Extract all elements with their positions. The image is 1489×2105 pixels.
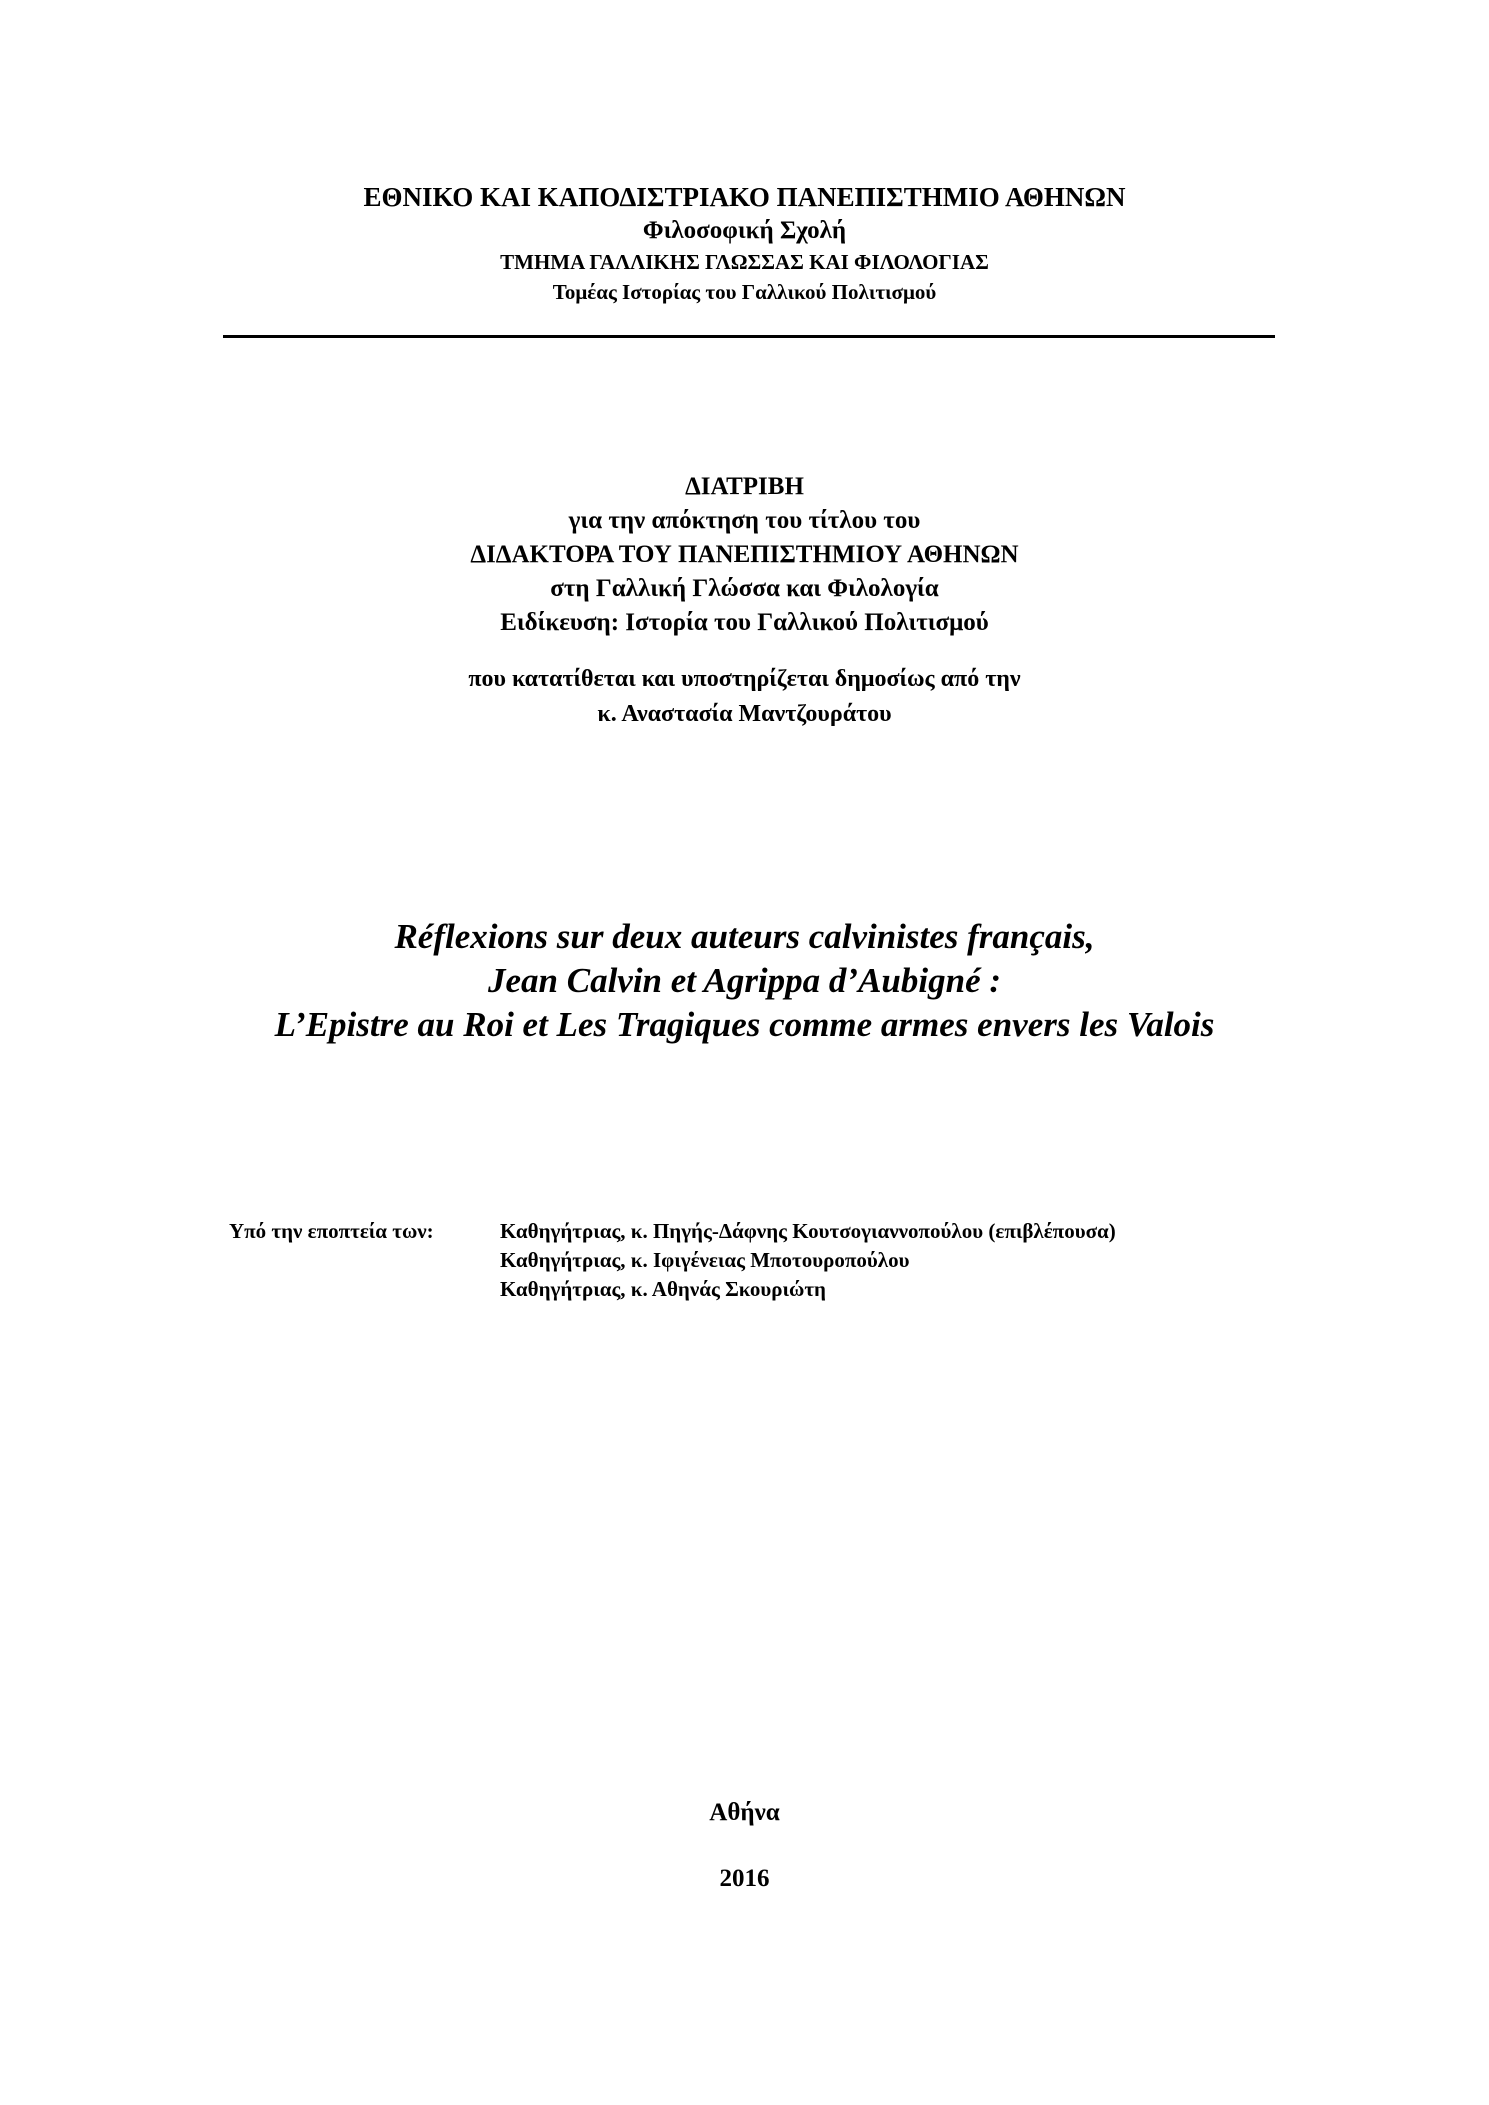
- thesis-field: στη Γαλλική Γλώσσα και Φιλολογία: [550, 575, 939, 602]
- thesis-degree: ΔΙΔΑΚΤΟΡΑ ΤΟΥ ΠΑΝΕΠΙΣΤΗΜΙΟΥ ΑΘΗΝΩΝ: [470, 541, 1019, 568]
- department-name: ΤΜΗΜΑ ΓΑΛΛΙΚΗΣ ΓΛΩΣΣΑΣ ΚΑΙ ΦΙΛΟΛΟΓΙΑΣ: [500, 250, 989, 274]
- supervisor-list: [500, 1217, 1116, 1304]
- thesis-specialization: Ειδίκευση: Ιστορία του Γαλλικού Πολιτισμού: [500, 609, 989, 636]
- faculty-name: Φιλοσοφική Σχολή: [642, 217, 847, 244]
- thesis-type: ΔΙΑΤΡΙΒΗ: [685, 473, 804, 500]
- university-name: ΕΘΝΙΚΟ ΚΑΙ ΚΑΠΟΔΙΣΤΡΙΑΚΟ ΠΑΝΕΠΙΣΤΗΜΙΟ ΑΘΗΝΩΝ: [363, 182, 1126, 212]
- title-line-1: Réflexions sur deux auteurs calvinistes français,: [394, 917, 1095, 956]
- supervisor-item: Καθηγήτριας, κ. Πηγής-Δάφνης Κουτσογιαννοπούλου (επιβλέπουσα): [500, 1219, 1116, 1243]
- thesis-description: [0, 470, 1489, 640]
- thesis-title: [0, 915, 1489, 1047]
- title-line-2: Jean Calvin et Agrippa d’Aubigné :: [487, 961, 1002, 1000]
- thesis-purpose: για την απόκτηση του τίτλου του: [568, 507, 921, 534]
- supervisor-item: Καθηγήτριας, κ. Αθηνάς Σκουριώτη: [500, 1277, 826, 1301]
- section-name: Τομέας Ιστορίας του Γαλλικού Πολιτισμού: [552, 280, 937, 304]
- supervisor-item: Καθηγήτριας, κ. Ιφιγένειας Μποτουροπούλου: [500, 1248, 910, 1272]
- institution-header: [0, 180, 1489, 307]
- submission-text: που κατατίθεται και υποστηρίζεται δημοσίως από την: [468, 666, 1021, 692]
- place-block: [0, 1797, 1489, 1829]
- supervision-label: Υπό την εποπτεία των:: [229, 1219, 434, 1243]
- submission-block: [0, 662, 1489, 732]
- author-name: κ. Αναστασία Μαντζουράτου: [597, 701, 892, 727]
- place-name: Αθήνα: [709, 1799, 780, 1826]
- title-line-3: L’Epistre au Roi et Les Tragiques comme armes envers les Valois: [274, 1005, 1215, 1044]
- year-value: 2016: [719, 1865, 770, 1892]
- header-divider: [223, 335, 1275, 338]
- year-block: [0, 1863, 1489, 1895]
